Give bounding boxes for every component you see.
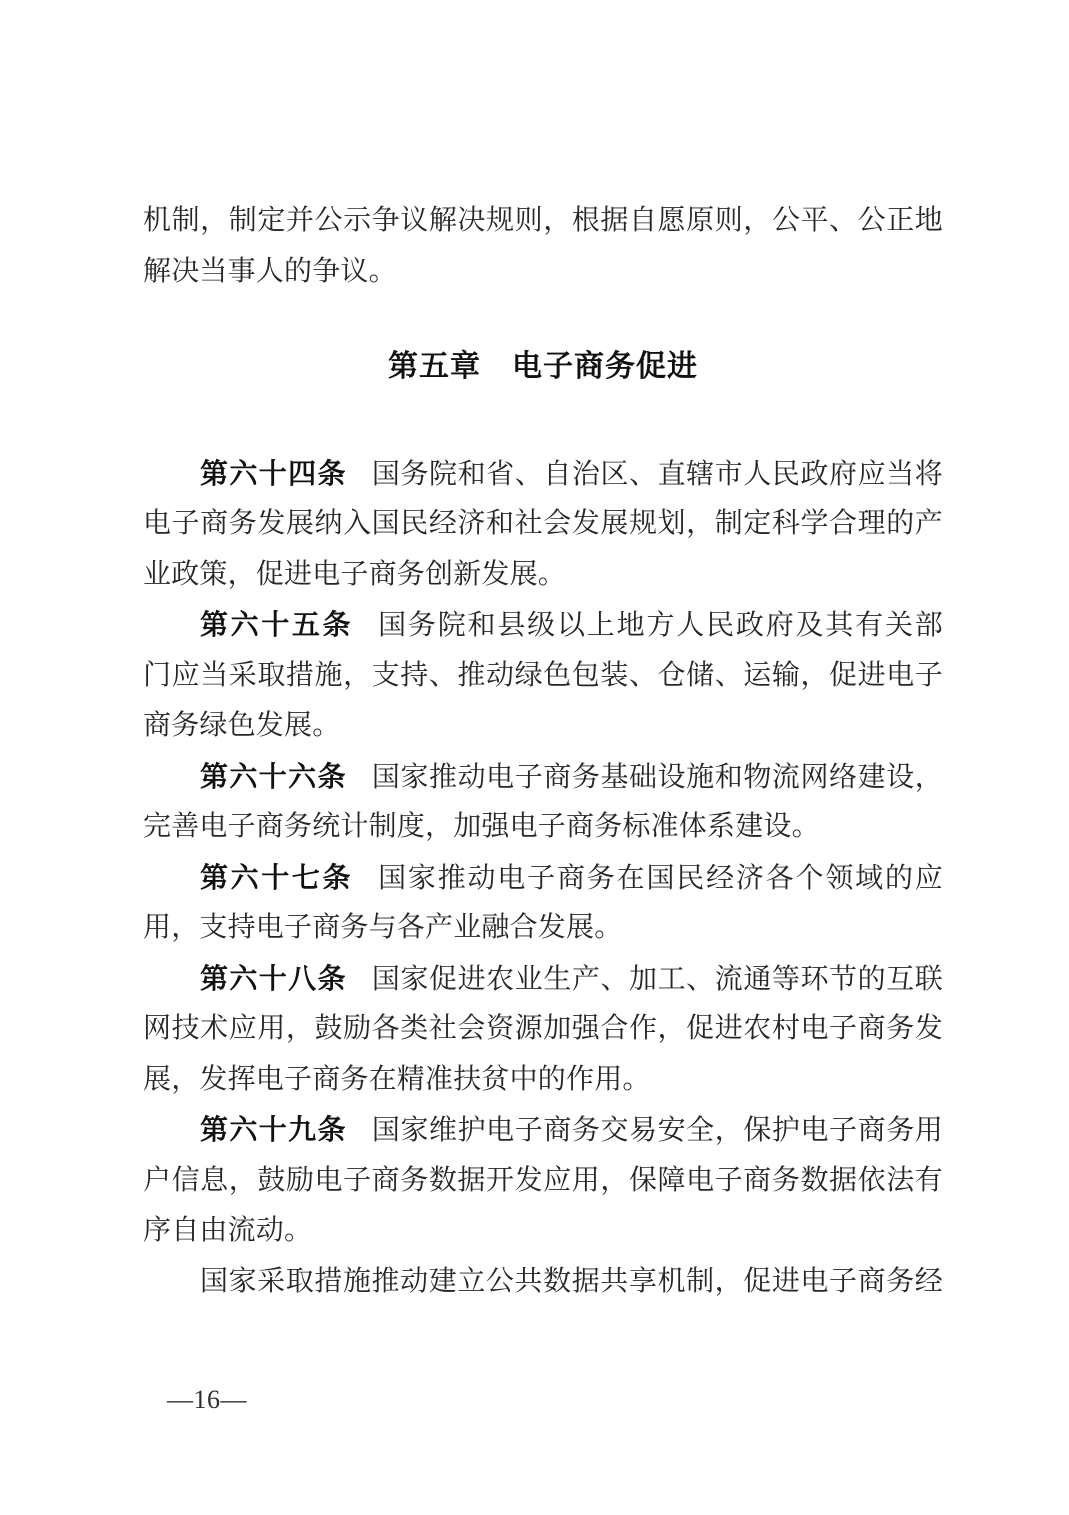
page-body (143, 196, 943, 1307)
article-first-line (143, 954, 943, 1005)
article-number: 第六十八条 (200, 962, 347, 994)
article-first-line (143, 752, 943, 803)
text-line: 序自由流动。 (143, 1215, 313, 1246)
article-text: 国务院和县级以上地方人民政府及其有关部 (378, 610, 943, 641)
text-line: 商务绿色发展。 (143, 710, 341, 741)
text-line: 国家采取措施推动建立公共数据共享机制，促进电子商务经 (200, 1265, 943, 1297)
text-line: 电子商务发展纳入国民经济和社会发展规划，制定科学合理的产 (143, 508, 943, 539)
page-number: —16— (167, 1385, 247, 1414)
text-line: 用，支持电子商务与各产业融合发展。 (143, 912, 623, 943)
article-number: 第六十七条 (200, 861, 354, 893)
article-text: 国家维护电子商务交易安全，保护电子商务用 (371, 1115, 943, 1146)
text-line: 完善电子商务统计制度，加强电子商务标准体系建设。 (143, 811, 820, 842)
article-text: 国务院和省、自治区、直辖市人民政府应当将 (371, 458, 943, 490)
chapter-heading: 第五章 电子商务促进 (388, 350, 698, 383)
text-line: 网技术应用，鼓励各类社会资源加强合作，促进农村电子商务发 (143, 1013, 943, 1044)
article-text: 国家推动电子商务在国民经济各个领域的应 (378, 862, 943, 894)
article-number: 第六十四条 (200, 457, 347, 489)
article-number: 第六十五条 (200, 609, 354, 640)
text-line: 户信息，鼓励电子商务数据开发应用，保障电子商务数据依法有 (143, 1164, 943, 1196)
text-line: 门应当采取措施，支持、推动绿色包装、仓储、运输，促进电子 (143, 659, 943, 691)
article-first-line (143, 853, 943, 904)
text-line: 解决当事人的争议。 (143, 255, 397, 287)
article-first-line (143, 1105, 943, 1156)
article-number: 第六十六条 (200, 760, 347, 792)
article-first-line (143, 449, 943, 500)
text-line: 业政策，促进电子商务创新发展。 (143, 558, 567, 590)
article-text: 国家推动电子商务基础设施和物流网络建设， (371, 761, 943, 793)
text-line: 展，发挥电子商务在精准扶贫中的作用。 (143, 1063, 651, 1095)
article-text: 国家促进农业生产、加工、流通等环节的互联 (371, 963, 943, 995)
article-first-line (143, 600, 943, 651)
article-number: 第六十九条 (200, 1114, 347, 1145)
text-line: 机制，制定并公示争议解决规则，根据自愿原则，公平、公正地 (143, 205, 943, 236)
